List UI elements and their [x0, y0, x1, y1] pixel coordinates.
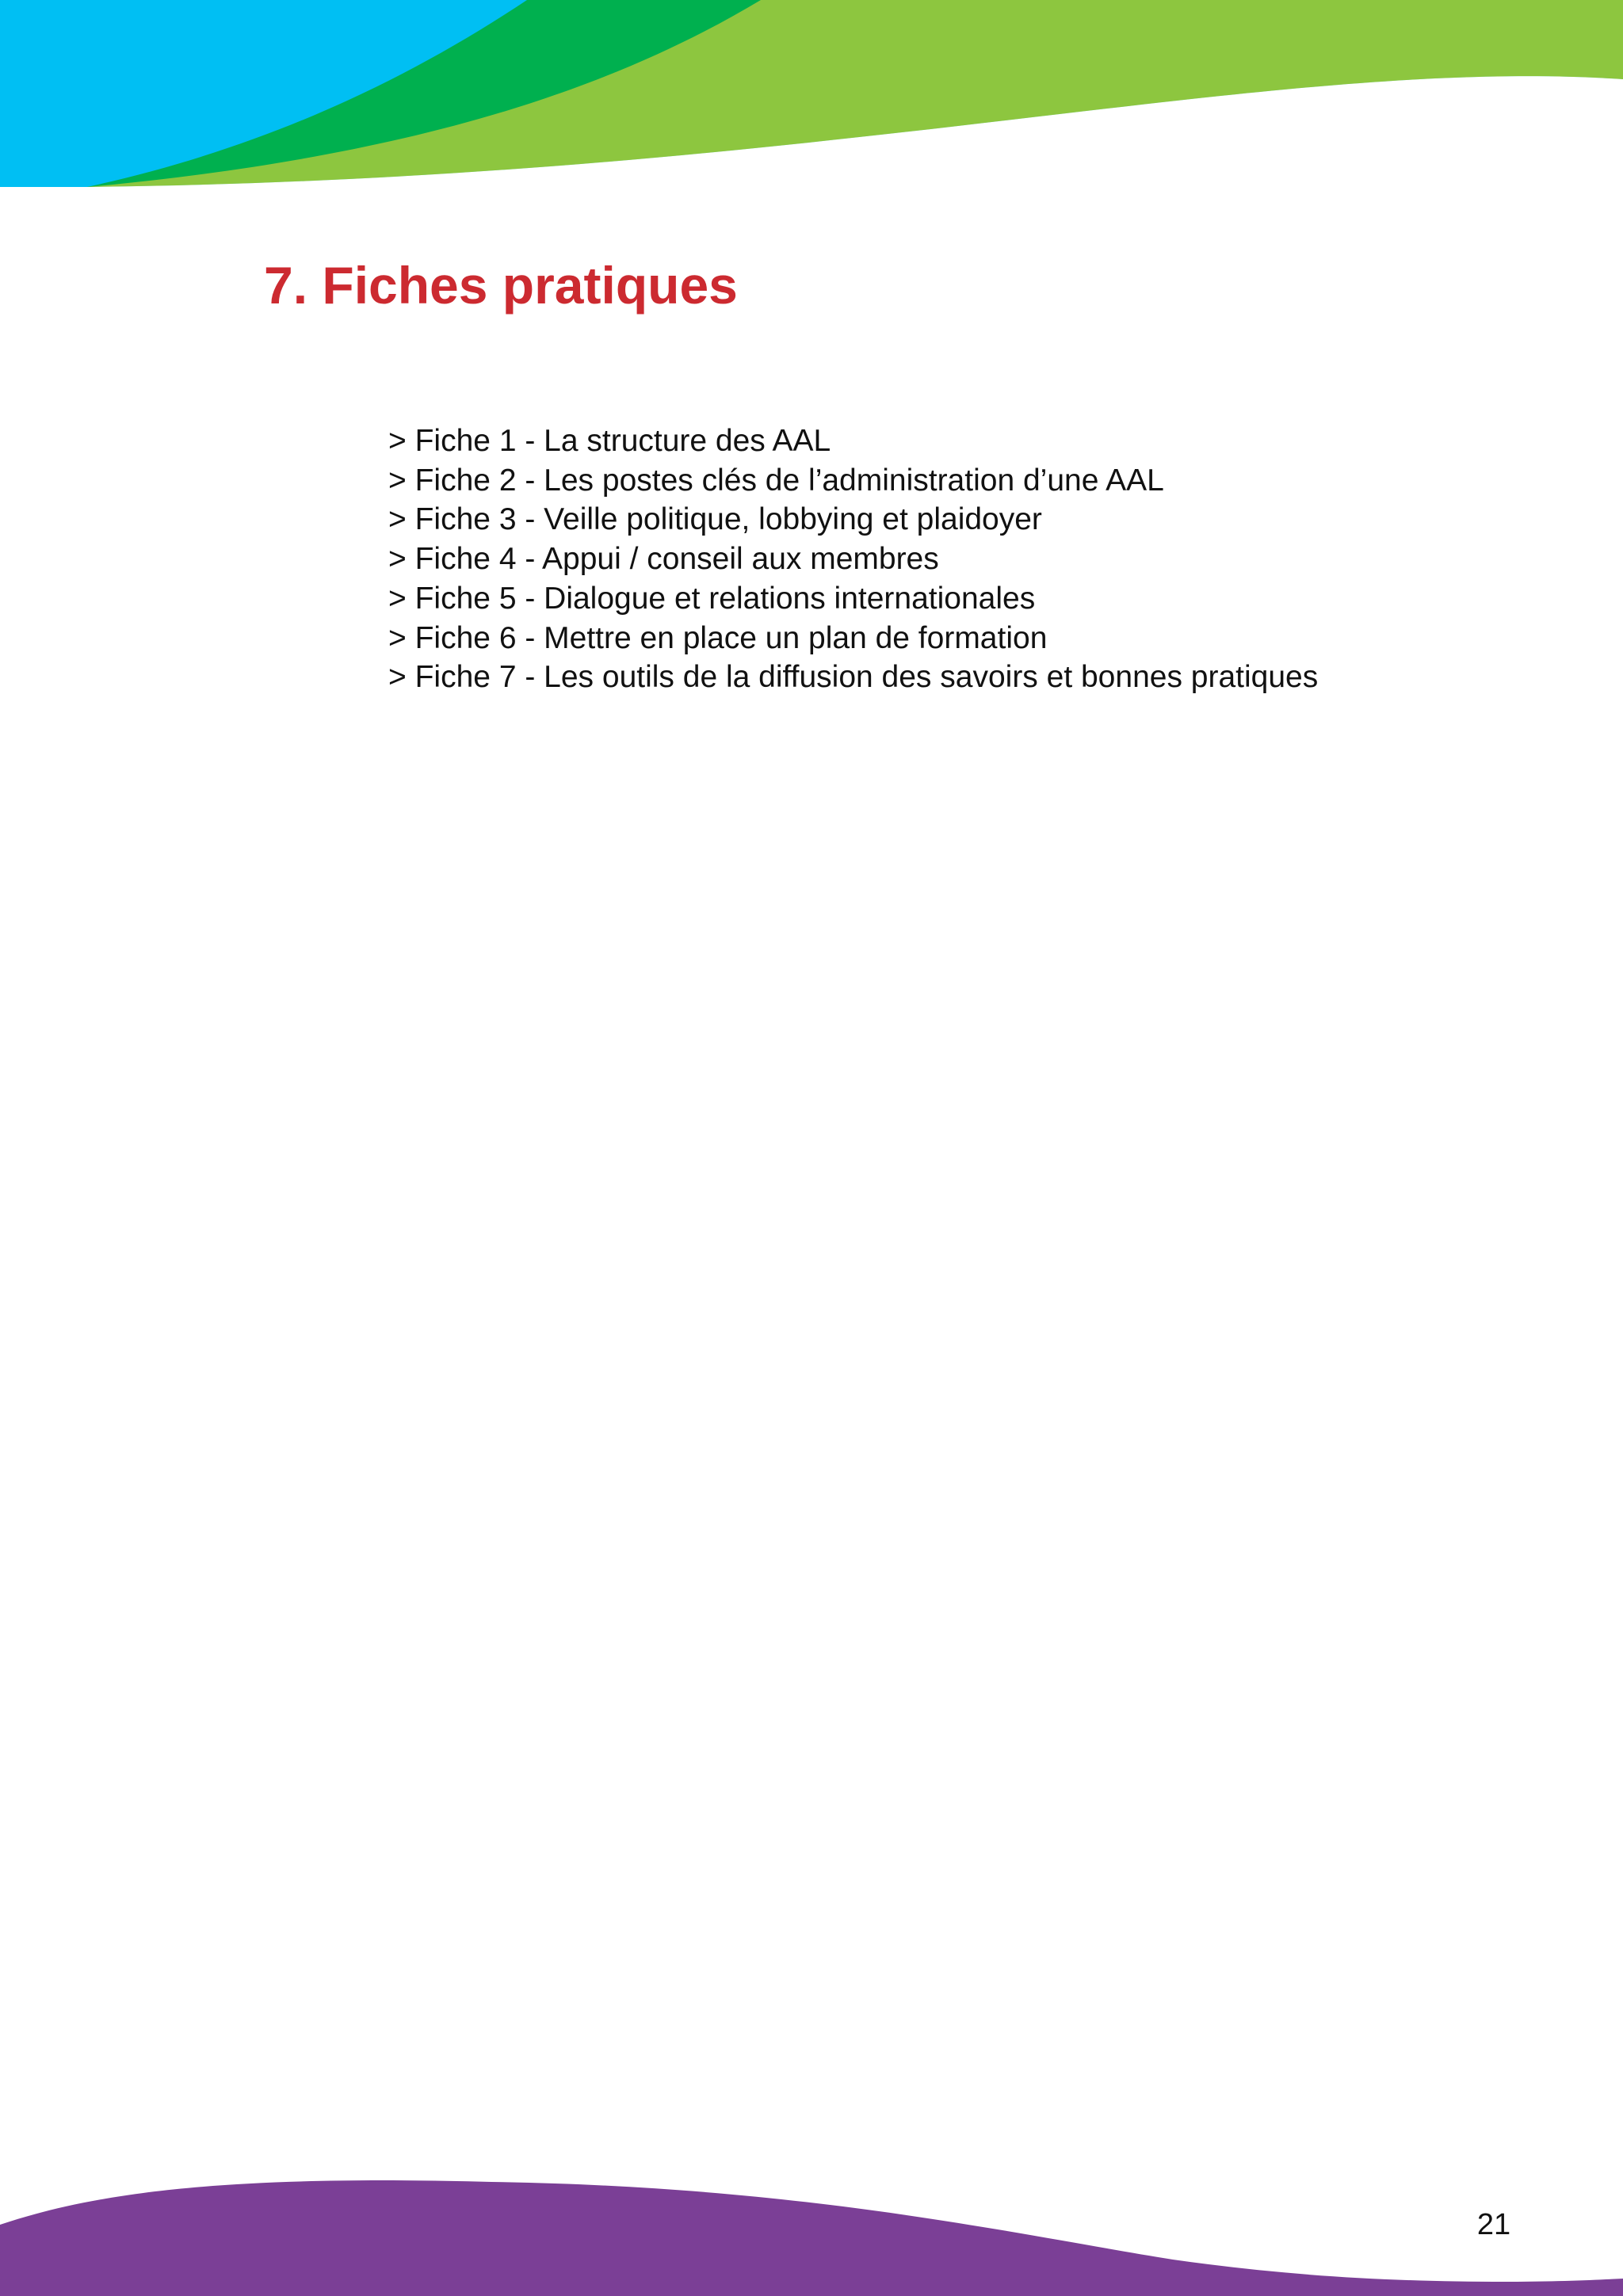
- top-wave-banner: [0, 0, 1623, 190]
- bottom-wave-purple: [0, 2180, 1623, 2296]
- page-number: 21: [1476, 2208, 1511, 2241]
- section-title: 7. Fiches pratiques: [264, 256, 738, 315]
- fiche-item-2: > Fiche 2 - Les postes clés de l’administration d’une AAL: [388, 463, 1164, 498]
- fiche-item-4: > Fiche 4 - Appui / conseil aux membres: [388, 542, 939, 577]
- bottom-wave-banner: [0, 2171, 1623, 2296]
- fiche-item-3: > Fiche 3 - Veille politique, lobbying et plaidoyer: [388, 502, 1042, 537]
- fiche-item-1: > Fiche 1 - La structure des AAL: [388, 424, 831, 458]
- fiche-item-7: > Fiche 7 - Les outils de la diffusion des savoirs et bonnes pratiques: [388, 660, 1319, 695]
- fiche-item-6: > Fiche 6 - Mettre en place un plan de formation: [388, 620, 1048, 655]
- fiche-item-5: > Fiche 5 - Dialogue et relations internationales: [388, 581, 1036, 616]
- fiche-list: [388, 421, 1318, 697]
